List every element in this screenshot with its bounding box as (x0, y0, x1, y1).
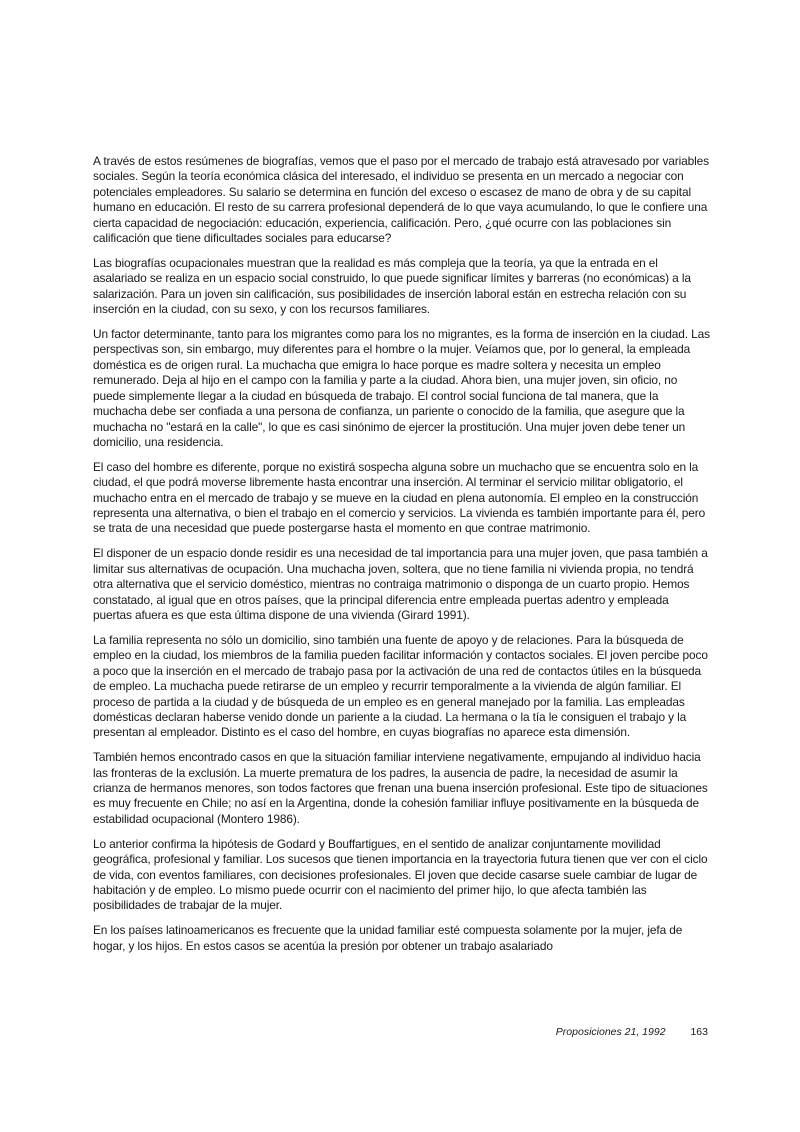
paragraph-2: Las biografías ocupacionales muestran que la realidad es más compleja que la teoría, ya que la entrada en el asalariado se realiza en un espacio social construido, lo que puede significar límites y barreras (no económicas) a la salarización. Para un joven sin calificación, sus posibilidades de inserción laboral están en estrecha relación con su inserción en la ciudad, con su sexo, y con los recursos familiares. (93, 255, 691, 317)
paragraph-9: En los países latinoamericanos es frecuente que la unidad familiar esté compuesta solamente por la mujer, jefa de hogar, y los hijos. En estos casos se acentúa la presión por obtener un trabajo asalariado (93, 923, 683, 953)
paragraph-8: Lo anterior confirma la hipótesis de Godard y Bouffartigues, en el sentido de analizar conjuntamente movilidad geográfica, profesional y familiar. Los sucesos que tienen importancia en la trayectoria futura tienen que ver con el ciclo de vida, con eventos familiares, con decisiones profesionales. El joven que decide casarse suele cambiar de lugar de habitación y de empleo. Lo mismo puede ocurrir con el nacimiento del primer hijo, lo que afecta también las posibilidades de trabajar de la mujer. (93, 836, 708, 913)
paragraph-4: El caso del hombre es diferente, porque no existirá sospecha alguna sobre un muchacho que se encuentra solo en la ciudad, el que podrá moverse libremente hasta encontrar una inserción. Al terminar el servicio militar obligatorio, el muchacho entra en el mercado de trabajo y se mueve en la ciudad en plena autonomía. El empleo en la construcción representa una alternativa, o bien el trabajo en el comercio y servicios. La vivienda es también importante para él, pero se trata de una necesidad que puede postergarse hasta el momento en que contrae matrimonio. (93, 459, 706, 536)
paragraph-1: A través de estos resúmenes de biografías, vemos que el paso por el mercado de trabajo está atravesado por variables sociales. Según la teoría económica clásica del interesado, el individuo se presenta en un mercado a negociar con potenciales empleadores. Su salario se determina en función del exceso o escasez de mano de obra y de su capital humano en educación. El resto de su carrera profesional dependerá de lo que vaya acumulando, lo que le confiere una cierta capacidad de negociación: educación, experiencia, calificación. Pero, ¿qué ocurre con las poblaciones sin calificación que tiene dificultades sociales para educarse? (93, 154, 709, 246)
paragraph-3: Un factor determinante, tanto para los migrantes como para los no migrantes, es la forma de inserción en la ciudad. Las perspectivas son, sin embargo, muy diferentes para el hombre o la mujer. Veíamos que, por lo general, la empleada doméstica es de origen rural. La muchacha que emigra lo hace porque es madre soltera y necesita un empleo remunerado. Deja al hijo en el campo con la familia y parte a la ciudad. Ahora bien, una mujer joven, sin oficio, no puede simplemente llegar a la ciudad en búsqueda de trabajo. El control social funciona de tal manera, que la muchacha debe ser confiada a una persona de confianza, un pariente o conocido de la familia, que asegure que la muchacha no "estará en la calle", lo que es casi sinónimo de ejercer la prostitución. Una mujer joven debe tener un domicilio, una residencia. (93, 327, 710, 449)
paragraph-7: También hemos encontrado casos en que la situación familiar interviene negativamente, empujando al individuo hacia las fronteras de la exclusión. La muerte prematura de los padres, la ausencia de padre, la necesidad de asumir la crianza de hermanos menores, son todos factores que frenan una buena inserción profesional. Este tipo de situaciones es muy frecuente en Chile; no así en la Argentina, donde la cohesión familiar influye positivamente en la búsqueda de estabilidad ocupacional (Montero 1986). (93, 750, 708, 826)
journal-citation: Proposiciones 21, 1992 (555, 1026, 666, 1038)
paragraph-6: La familia representa no sólo un domicilio, sino también una fuente de apoyo y de relaciones. Para la búsqueda de empleo en la ciudad, los miembros de la familia pueden facilitar información y contactos sociales. El joven percibe poco a poco que la inserción en el mercado de trabajo pasa por la activación de una red de contactos útiles en la búsqueda de empleo. La muchacha puede retirarse de un empleo y recurrir temporalmente a la vivienda de algún familiar. El proceso de partida a la ciudad y de búsqueda de un empleo es en general manejado por la familia. Las empleadas domésticas declaran haberse venido donde un pariente a la ciudad. La hermana o la tía le consiguen el trabajo y la presentan al empleador. Distinto es el caso del hombre, en cuyas biografías no aparece esta dimensión. (93, 632, 708, 740)
page-number: 163 (690, 1026, 708, 1038)
page-footer (556, 1025, 708, 1039)
paragraph-5: El disponer de un espacio donde residir es una necesidad de tal importancia para una mujer joven, que pasa también a limitar sus alternativas de ocupación. Una muchacha joven, soltera, que no tiene familia ni vivienda propia, no tendrá otra alternativa que el servicio doméstico, mientras no contraiga matrimonio o disponga de un cuarto propio. Hemos constatado, al igual que en otros países, que la principal diferencia entre empleada puertas adentro y empleada puertas afuera es que esta última dispone de una vivienda (Girard 1991). (93, 546, 708, 622)
page-body (93, 154, 710, 964)
